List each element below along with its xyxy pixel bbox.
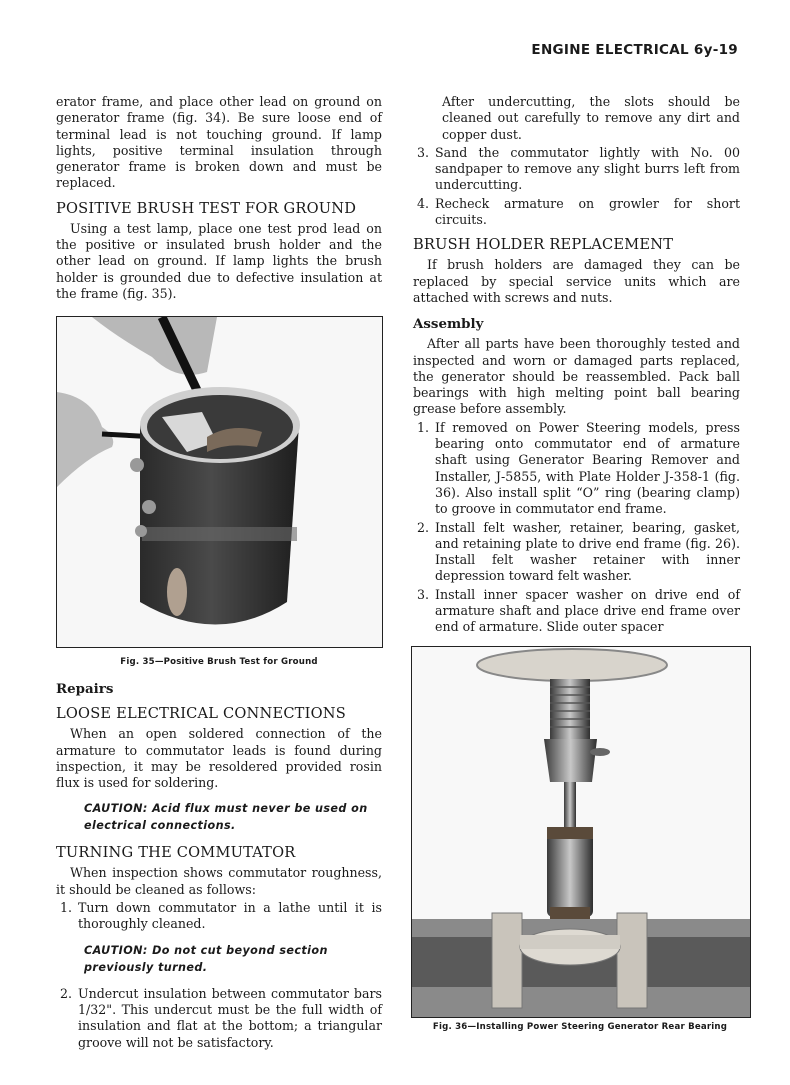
figure-35-photo [56, 316, 383, 648]
intro-paragraph: erator frame, and place other lead on ground on generator frame (fig. 34). Be sure loose end of terminal lead is not touching ground. If lamp lights, positive terminal insulation through generator frame is broken down and must be replaced. [56, 94, 382, 191]
right-column [413, 94, 740, 636]
page-header: ENGINE ELECTRICAL 6y-19 [531, 42, 738, 58]
figure-35-caption: Fig. 35—Positive Brush Test for Ground [120, 657, 318, 668]
list-item-number: 1. [59, 900, 72, 916]
positive-brush-test-paragraph: Using a test lamp, place one test prod lead on the positive or insulated brush holder and the other lead on ground. If lamp lights the brush holder is grounded due to defective insulation at the frame (fig. 35). [56, 220, 382, 301]
list-item-text: Turn down commutator in a lathe until it is thoroughly cleaned. [78, 900, 382, 932]
generator-brush-test-illustration [57, 317, 382, 647]
assembly-heading: Assembly [413, 316, 484, 333]
list-item [413, 587, 740, 636]
list-item [413, 145, 740, 194]
positive-brush-test-heading: POSITIVE BRUSH TEST FOR GROUND [56, 199, 357, 217]
undercut-text-before: Undercut insulation between commutator bars [78, 985, 382, 1001]
brush-holder-paragraph: If brush holders are damaged they can be replaced by special service units which are attached with screws and nuts. [413, 257, 740, 305]
undercut-continuation: After undercutting, the slots should be cleaned out carefully to remove any dirt and copper dust. [442, 94, 740, 142]
list-item [56, 986, 382, 1051]
list-item-text: Install inner spacer washer on drive end of armature shaft and place drive end frame over end of armature. Slide outer spacer [435, 586, 740, 635]
list-item-number: 2. [416, 519, 429, 535]
list-item-number: 1. [416, 419, 429, 435]
assembly-paragraph: After all parts have been thoroughly tested and inspected and worn or damaged parts replaced, the generator should be reassembled. Pack ball bearings with high melting point ball bearing grease before assembly. [413, 336, 740, 417]
list-item-text: Sand the commutator lightly with No. 00 sandpaper to remove any slight burrs left from undercutting. [435, 144, 740, 193]
loose-connections-heading: LOOSE ELECTRICAL CONNECTIONS [56, 705, 346, 723]
list-item-number: 3. [416, 586, 429, 602]
turning-commutator-paragraph: When inspection shows commutator roughness, it should be cleaned as follows: [56, 865, 382, 897]
list-item [413, 196, 740, 229]
list-item-number: 2. [59, 985, 72, 1001]
brush-holder-heading: BRUSH HOLDER REPLACEMENT [413, 236, 674, 254]
figure-36-caption: Fig. 36—Installing Power Steering Generator Rear Bearing [432, 1022, 728, 1032]
list-item-number: 3. [416, 144, 429, 160]
figure-36-photo [411, 646, 751, 1018]
turning-commutator-heading: TURNING THE COMMUTATOR [56, 844, 296, 862]
undercut-fraction: 1/32" [78, 1001, 113, 1017]
list-item-text: If removed on Power Steering models, press bearing onto commutator end of armature shaft using Generator Bearing Remover and Installer, J-5855, with Plate Holder J-358-1 (fig. 36). Also install split “O” ring (bearing clamp) to groove in commutator end frame. [435, 419, 740, 517]
list-item [413, 520, 740, 585]
list-item-text [78, 986, 382, 1051]
list-item [56, 900, 382, 933]
list-item-text: Recheck armature on growler for short circuits. [435, 195, 740, 228]
list-item-text: Install felt washer, retainer, bearing, gasket, and retaining plate to drive end frame (fig. 26). Install felt washer retainer with inner depression toward felt washer. [435, 519, 740, 584]
list-item [413, 420, 740, 518]
list-item-number: 4. [416, 195, 429, 211]
acid-flux-caution: CAUTION: Acid flux must never be used on electrical connections. [84, 802, 368, 833]
armature-press-illustration [412, 647, 750, 1017]
do-not-cut-caution: CAUTION: Do not cut beyond section previously turned. [84, 943, 328, 974]
left-column [56, 94, 382, 1051]
loose-connections-paragraph: When an open soldered connection of the armature to commutator leads is found during inspection, it may be resoldered provided rosin flux is used for soldering. [56, 726, 382, 791]
undercut-text-after: . This undercut must be the full width of insulation and flat at the bottom; a triangular groove will not be satisfactory. [78, 1001, 382, 1050]
repairs-heading: Repairs [56, 681, 114, 698]
